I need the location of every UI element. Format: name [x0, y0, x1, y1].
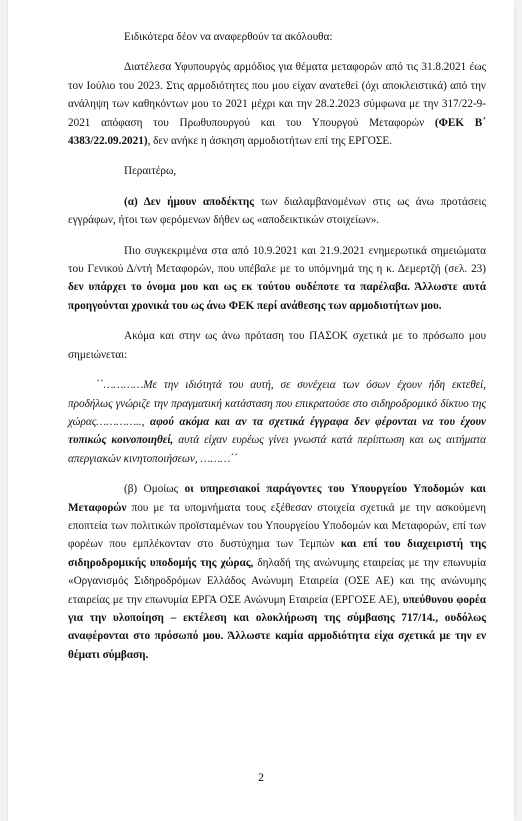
paragraph-pasok: Ακόμα και στην ως άνω πρόταση του ΠΑΣΟΚ σχετικά με το πρόσωπο μου σημειώνεται:: [68, 330, 486, 361]
page-number: 2: [258, 770, 264, 784]
paragraph-furthermore: Περαιτέρω,: [124, 165, 177, 178]
document-page: [8, 0, 514, 821]
paragraph-point-a: (α) Δεν ήμουν αποδέκτης των διαλαμβανομένων στις ως άνω προτάσεις εγγράφων, ήτοι των φερόμενων δήθεν ως «αποδεικτικών στοιχείων».: [68, 195, 486, 227]
intro-paragraph: Ειδικότερα δέον να αναφερθούν τα ακόλουθα:: [124, 31, 333, 43]
quoted-passage: ΄΄…………Με την ιδιότητά του αυτή, σε συνέχεια των όσων έχουν ήδη εκτεθεί, προδήλως γνώριζε την πραγματική κατάσταση που επικρατούσε στο σιδηροδρομικό δίκτυο της χώρας………….., αφού ακόμα και αν τα σχετικά έγγραφα δεν φέρονται να του έχουν τυπικώς κοινοποιηθεί, αυτά είχαν ευρέως γίνει γνωστά κατά περίπτωση και ως αιτήματα απεργιακών κινητοποιήσεων, ………΄΄: [68, 379, 486, 465]
document-body: [68, 28, 486, 664]
paragraph-memos: Πιο συγκεκριμένα στα από 10.9.2021 και 21.9.2021 ενημερωτικά σημειώματα του Γενικού Δ/ντή Μεταφορών, που υπέβαλε με το υπόμνημά της η κ. Δεμερτζή (σελ. 23) δεν υπάρχει το όνομα μου και ως εκ τούτου ουδέποτε τα παρέλαβα. Άλλωστε αυτά προηγούνται χρονικά του ως άνω ΦΕΚ περί ανάθεσης των αρμοδιοτήτων μου.: [68, 244, 486, 312]
paragraph-point-b: (β) Ομοίως οι υπηρεσιακοί παράγοντες του Υπουργείου Υποδομών και Μεταφορών που με τα υπομνήματα τους εξέθεσαν στοιχεία σχετικά με την ασκούμενη εποπτεία των πολιτικών προϊσταμένων του Υπουργείου Υποδομών και Μεταφορών, επί των φορέων που εμπλέκονταν στο δυστύχημα των Τεμπών και επί του διαχειριστή της σιδηροδρομικής υποδομής της χώρας, δηλαδή της ανώνυμης εταιρείας με την επωνυμία «Οργανισμός Σιδηροδρόμων Ελλάδος Ανώνυμη Εταιρεία (ΟΣΕ ΑΕ) και της ανώνυμης εταιρείας με την επωνυμία ΕΡΓΑ ΟΣΕ Ανώνυμη Εταιρεία (ΕΡΓΟΣΕ ΑΕ), υπεύθυνου φορέα για την υλοποίηση – εκτέλεση και ολοκλήρωση της σύμβασης 717/14., ουδόλως αναφέρονται στο πρόσωπό μου. Άλλωστε καμία αρμοδιότητα είχα σχετικά με την εν θέματι σύμβαση.: [68, 483, 487, 661]
paragraph-responsibilities: Διατέλεσα Υφυπουργός αρμόδιος για θέματα μεταφορών από τις 31.8.2021 έως τον Ιούλιο του 2023. Στις αρμοδιότητες που μου είχαν ανατεθεί (όχι αποκλειστικά) από την ανάληψη των καθηκόντων μου το 2021 μέχρι και την 28.2.2023 σύμφωνα με την 317/22-9-2021 απόφαση του Πρωθυπουργού και του Υπουργού Μεταφορών (ΦΕΚ Β΄ 4383/22.09.2021), δεν ανήκε η άσκηση αρμοδιοτήτων επί της ΕΡΓΟΣΕ.: [68, 61, 486, 148]
